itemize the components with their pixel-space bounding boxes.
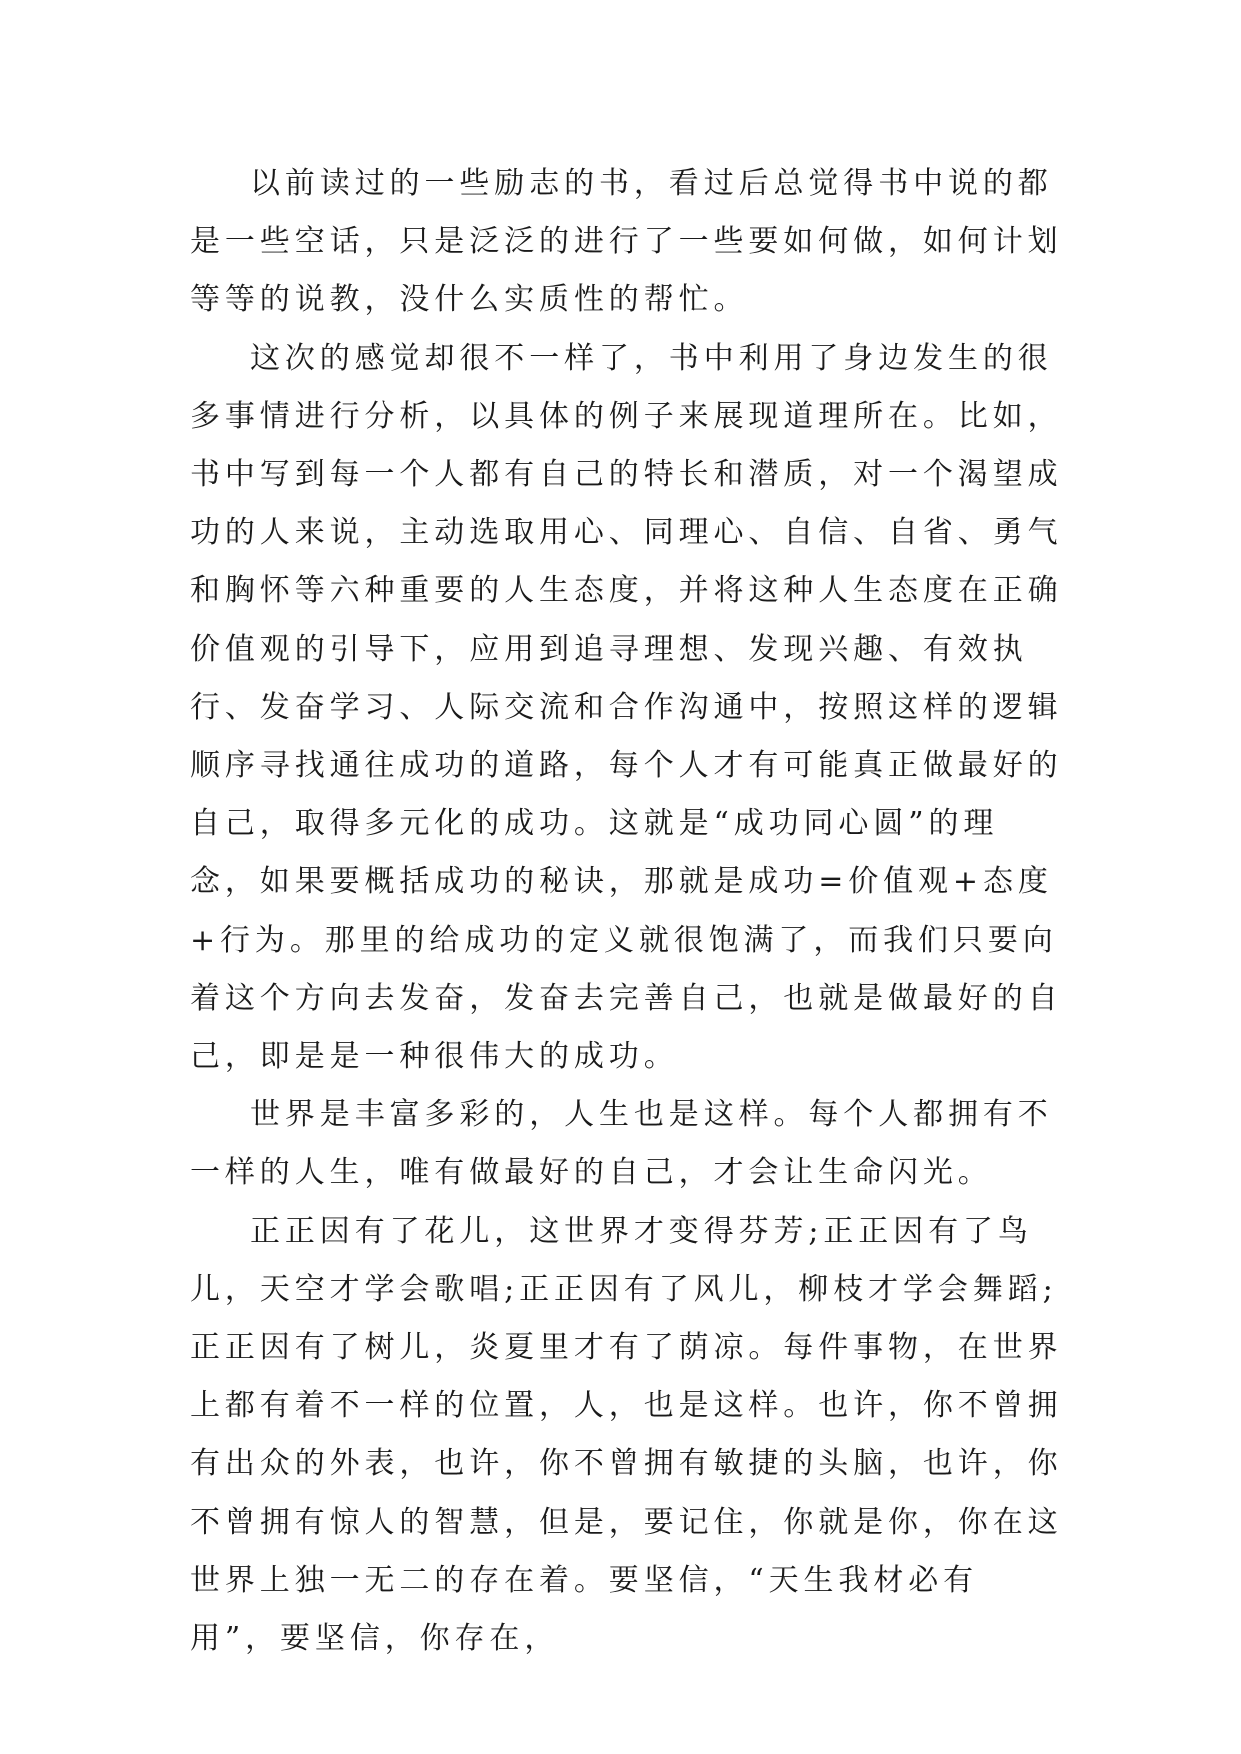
body-text	[190, 155, 1065, 1668]
paragraph-1: 以前读过的一些励志的书，看过后总觉得书中说的都是一些空话，只是泛泛的进行了一些要如何做，如何计划等等的说教，没什么实质性的帮忙。	[190, 166, 1063, 318]
paragraph-4: 正正因有了花儿，这世界才变得芬芳;正正因有了鸟儿，天空才学会歌唱;正正因有了风儿，柳枝才学会舞蹈;正正因有了树儿，炎夏里才有了荫凉。每件事物，在世界上都有着不一样的位置，人，也是这样。也许，你不曾拥有出众的外表，也许，你不曾拥有敏捷的头脑，也许，你不曾拥有惊人的智慧，但是，要记住，你就是你，你在这世界上独一无二的存在着。要坚信，“天生我材必有用”，要坚信，你存在，	[190, 1213, 1063, 1657]
paragraph-3: 世界是丰富多彩的，人生也是这样。每个人都拥有不一样的人生，唯有做最好的自己，才会让生命闪光。	[190, 1097, 1053, 1191]
paragraph-2: 这次的感觉却很不一样了，书中利用了身边发生的很多事情进行分析，以具体的例子来展现道理所在。比如，书中写到每一个人都有自己的特长和潜质，对一个渴望成功的人来说，主动选取用心、同理心、自信、自省、勇气和胸怀等六种重要的人生态度，并将这种人生态度在正确价值观的引导下，应用到追寻理想、发现兴趣、有效执行、发奋学习、人际交流和合作沟通中，按照这样的逻辑顺序寻找通往成功的道路，每个人才有可能真正做最好的自己，取得多元化的成功。这就是“成功同心圆”的理念，如果要概括成功的秘诀，那就是成功=价值观+态度+行为。那里的给成功的定义就很饱满了，而我们只要向着这个方向去发奋，发奋去完善自己，也就是做最好的自己，即是是一种很伟大的成功。	[190, 340, 1063, 1075]
